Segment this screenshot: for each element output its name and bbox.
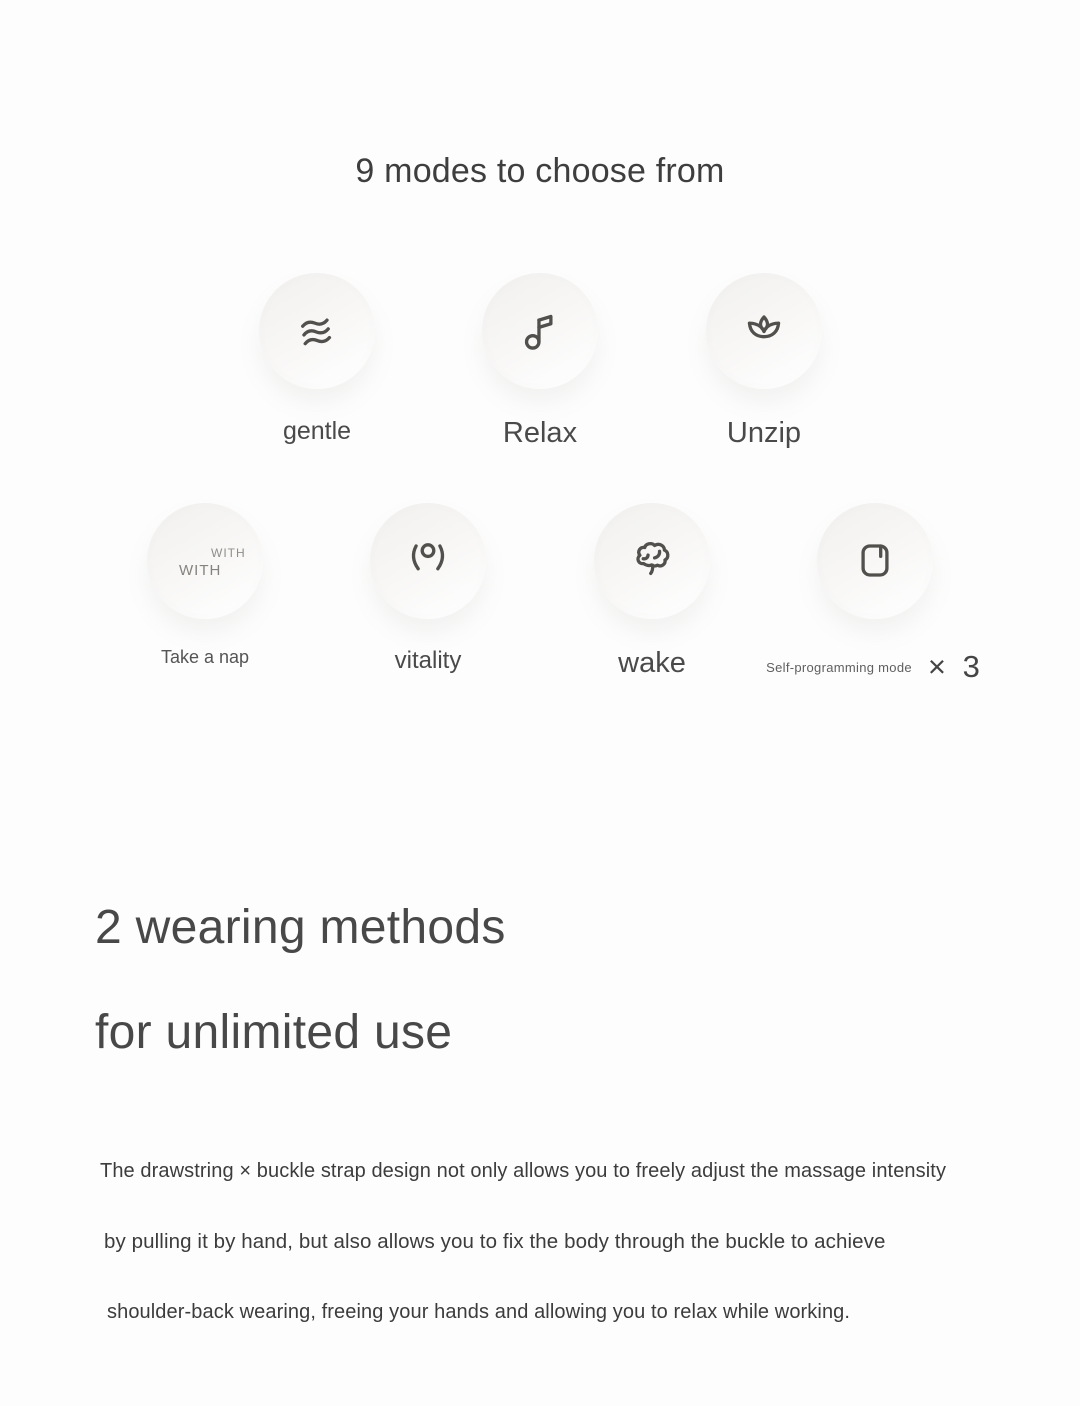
mode-item-vitality <box>338 503 518 675</box>
self-programming-label-row <box>766 649 984 685</box>
music-note-icon <box>511 302 569 360</box>
mode-circle <box>594 503 710 619</box>
mode-item-self-programming <box>735 503 1015 685</box>
mode-circle <box>817 503 933 619</box>
person-stretch-icon <box>399 532 457 590</box>
mode-circle <box>147 503 263 619</box>
mode-circle <box>370 503 486 619</box>
mode-label: Relax <box>502 417 578 449</box>
nap-inner-text-large: WITH <box>179 562 222 579</box>
waves-icon <box>288 302 346 360</box>
mode-label: vitality <box>394 647 462 674</box>
lotus-icon <box>735 302 793 360</box>
mode-label: gentle <box>282 417 352 445</box>
mode-item-take-a-nap <box>115 503 295 668</box>
brain-icon <box>623 532 681 590</box>
wearing-heading-line-1: 2 wearing methods <box>95 901 506 954</box>
mode-item-gentle <box>227 273 407 446</box>
modes-section-title: 9 modes to choose from <box>355 152 725 190</box>
notebook-icon <box>846 532 904 590</box>
nap-inner-text-small: WITH <box>211 546 246 560</box>
wearing-heading-line-2: for unlimited use <box>95 1006 453 1059</box>
mode-multiplier: × 3 <box>927 649 984 684</box>
mode-label: Take a nap <box>160 647 250 667</box>
mode-circle <box>706 273 822 389</box>
mode-label: Unzip <box>726 417 802 449</box>
wearing-body-line: The drawstring × buckle strap design not only allows you to freely adjust the massage intensity <box>100 1160 947 1182</box>
wearing-body-line: by pulling it by hand, but also allows you to fix the body through the buckle to achieve <box>104 1230 886 1253</box>
mode-circle <box>259 273 375 389</box>
mode-item-unzip <box>674 273 854 450</box>
mode-label: wake <box>618 647 686 679</box>
mode-item-relax <box>450 273 630 450</box>
mode-circle <box>482 273 598 389</box>
mode-label: Self-programming mode <box>766 659 912 675</box>
wearing-body-line: shoulder-back wearing, freeing your hands and allowing you to relax while working. <box>107 1301 851 1323</box>
mode-item-wake <box>562 503 742 680</box>
